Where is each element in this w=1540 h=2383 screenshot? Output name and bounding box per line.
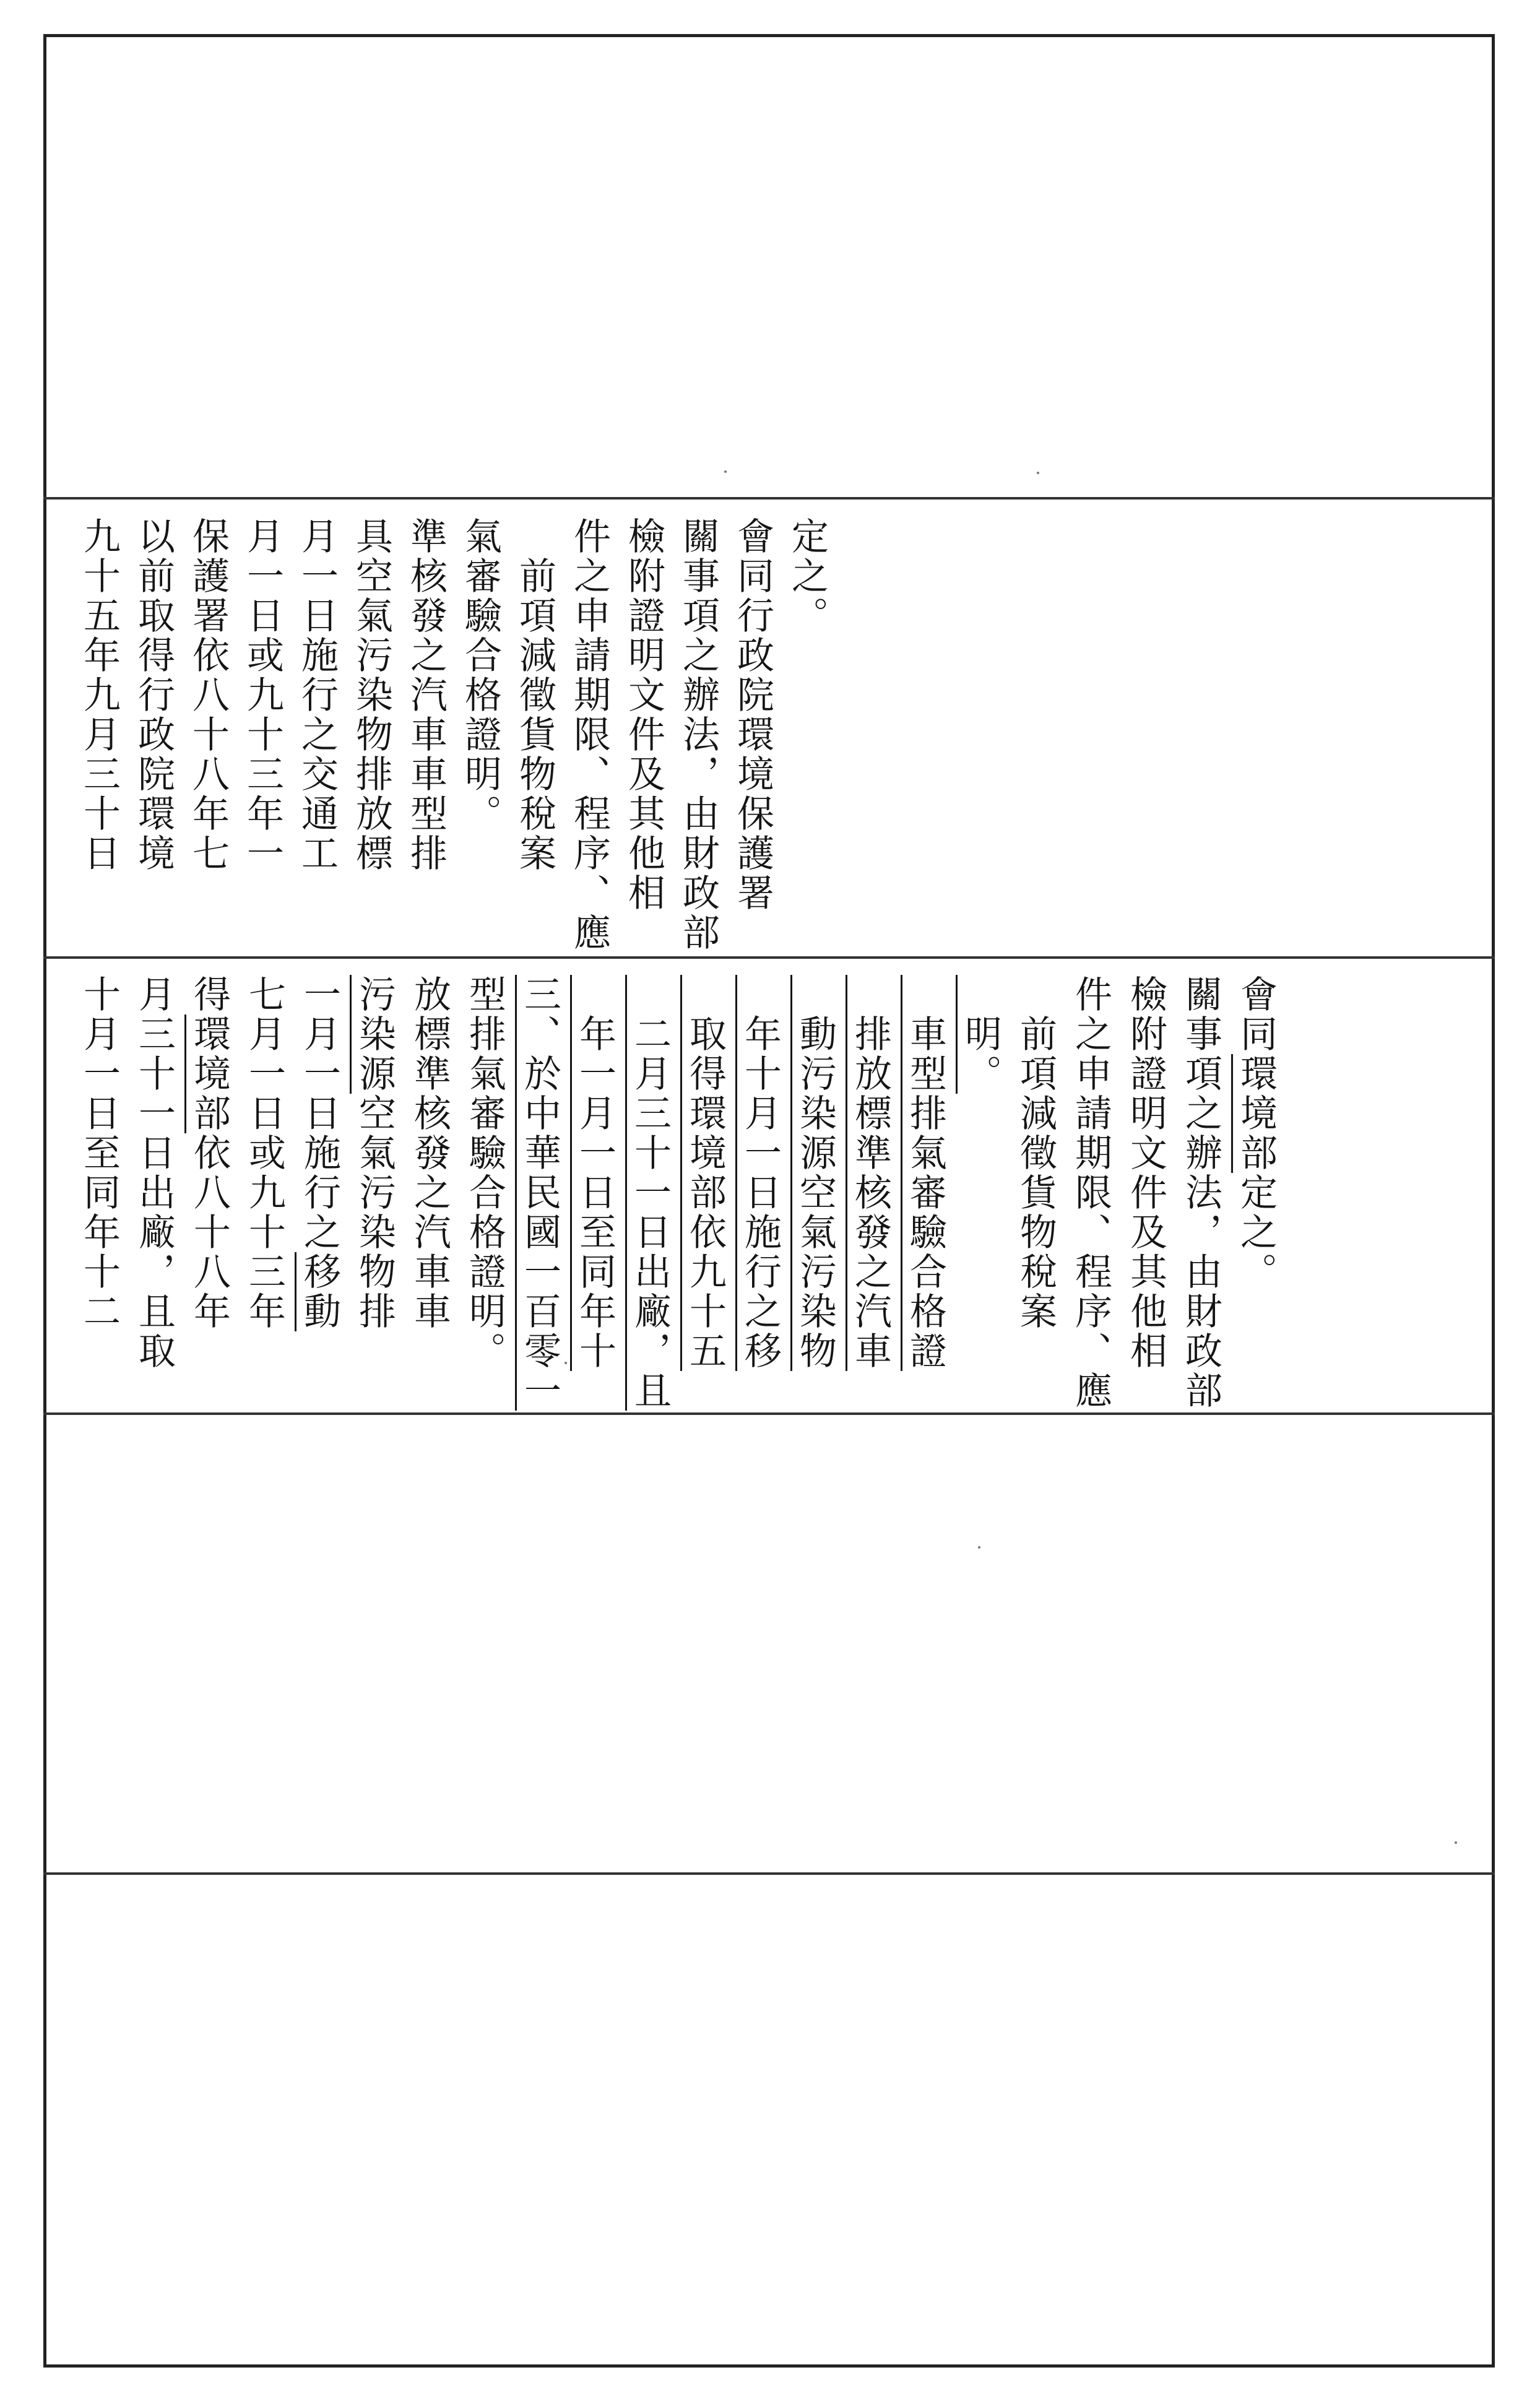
text-column xyxy=(785,517,829,636)
text-column xyxy=(1124,975,1167,1371)
scan-speck xyxy=(724,470,727,473)
text-segment: 月一日或九十三年一 xyxy=(241,517,284,873)
text-segment: 依八十八年 xyxy=(188,1133,231,1331)
row-divider-2 xyxy=(43,956,1495,959)
text-column xyxy=(1179,975,1222,1411)
amended-text: 環境部 xyxy=(188,1014,231,1133)
text-segment: 空氣污染物排 xyxy=(353,1094,396,1331)
text-column xyxy=(350,517,393,873)
amended-text: 排放標準核發之汽車 xyxy=(849,975,892,1371)
text-column xyxy=(186,517,230,873)
text-segment: 月三十一日出廠，且取 xyxy=(132,975,176,1371)
text-column xyxy=(408,975,451,1331)
text-column xyxy=(731,517,774,913)
text-segment: 型排氣審驗合格證明。 xyxy=(463,975,506,1371)
text-segment: 氣審驗合格證明。 xyxy=(459,517,502,834)
text-segment: 一月一日施行之 xyxy=(298,975,341,1252)
amended-text: 污染源 xyxy=(353,975,396,1094)
text-segment: 十月一日至同年十二 xyxy=(77,975,121,1331)
text-segment: 以前取得行政院環境 xyxy=(132,517,175,873)
amended-text: 二月三十一日出廠，且 xyxy=(628,975,672,1411)
text-column xyxy=(794,975,837,1371)
text-column xyxy=(513,517,556,873)
text-column xyxy=(677,517,720,953)
row-divider-3 xyxy=(43,1412,1495,1415)
amended-text: 車型排氣審驗合格證 xyxy=(904,975,947,1371)
text-column xyxy=(568,517,611,953)
text-segment: 會同行政院環境保護署 xyxy=(731,517,774,913)
row-divider-4 xyxy=(43,1872,1495,1875)
text-segment: 檢附證明文件及其他相 xyxy=(622,517,665,913)
text-segment: 保護署依八十八年七 xyxy=(186,517,230,873)
row-divider-1 xyxy=(43,497,1495,500)
scan-speck xyxy=(1455,1841,1457,1844)
text-segment: 準核發之汽車車型排 xyxy=(404,517,448,873)
text-column xyxy=(132,975,176,1371)
text-column xyxy=(959,975,1002,1094)
amended-text: 明。 xyxy=(959,975,1002,1094)
text-column xyxy=(132,517,175,873)
text-column xyxy=(573,975,616,1371)
text-column xyxy=(353,975,396,1331)
text-column xyxy=(77,517,121,873)
scan-speck xyxy=(1037,472,1039,474)
text-column xyxy=(904,975,947,1371)
text-column xyxy=(404,517,448,873)
text-segment: 前項減徵貨物稅案 xyxy=(513,517,556,873)
text-segment: 定之。 xyxy=(785,517,829,636)
text-segment: 關事項之辦法，由財政部 xyxy=(1179,975,1222,1411)
text-column xyxy=(1234,975,1278,1292)
text-column xyxy=(628,975,672,1411)
text-segment: 會同 xyxy=(1234,975,1278,1054)
text-column xyxy=(243,975,286,1331)
amended-text: 環境部 xyxy=(1234,1054,1278,1173)
amended-text: 動污染源空氣污染物 xyxy=(794,975,837,1371)
text-segment: 放標準核發之汽車車 xyxy=(408,975,451,1331)
text-segment: 件之申請期限、程序、應 xyxy=(568,517,611,953)
scan-speck xyxy=(978,1546,980,1549)
text-column xyxy=(459,517,502,834)
text-column xyxy=(622,517,665,913)
text-segment: 九十五年九月三十日 xyxy=(77,517,121,873)
amended-text: 移動 xyxy=(298,1252,341,1331)
amended-text: 三、於中華民國一百零一 xyxy=(518,975,561,1411)
text-column xyxy=(298,975,341,1331)
text-column xyxy=(241,517,284,873)
text-column xyxy=(463,975,506,1371)
text-column xyxy=(1069,975,1112,1411)
text-segment: 具空氣污染物排放標 xyxy=(350,517,393,873)
scan-speck xyxy=(565,1362,567,1364)
text-segment: 關事項之辦法，由財政部 xyxy=(677,517,720,953)
text-segment: 前項減徵貨物稅案 xyxy=(1014,975,1057,1331)
text-column xyxy=(849,975,892,1371)
text-segment: 件之申請期限、程序、應 xyxy=(1069,975,1112,1411)
text-column xyxy=(1014,975,1057,1331)
amended-text: 取得環境部依九十五 xyxy=(683,975,727,1371)
text-column xyxy=(77,975,121,1331)
text-segment: 七月一日或九十三年 xyxy=(243,975,286,1331)
amended-text: 年十月一日施行之移 xyxy=(738,975,782,1371)
text-segment: 檢附證明文件及其他相 xyxy=(1124,975,1167,1371)
text-column xyxy=(738,975,782,1371)
text-segment: 定之。 xyxy=(1234,1173,1278,1292)
amended-text: 年一月一日至同年十 xyxy=(573,975,616,1371)
text-column xyxy=(188,975,231,1331)
text-segment: 得 xyxy=(188,975,231,1014)
text-segment: 月一日施行之交通工 xyxy=(295,517,339,873)
text-column xyxy=(295,517,339,873)
text-column xyxy=(683,975,727,1371)
text-column xyxy=(518,975,561,1411)
